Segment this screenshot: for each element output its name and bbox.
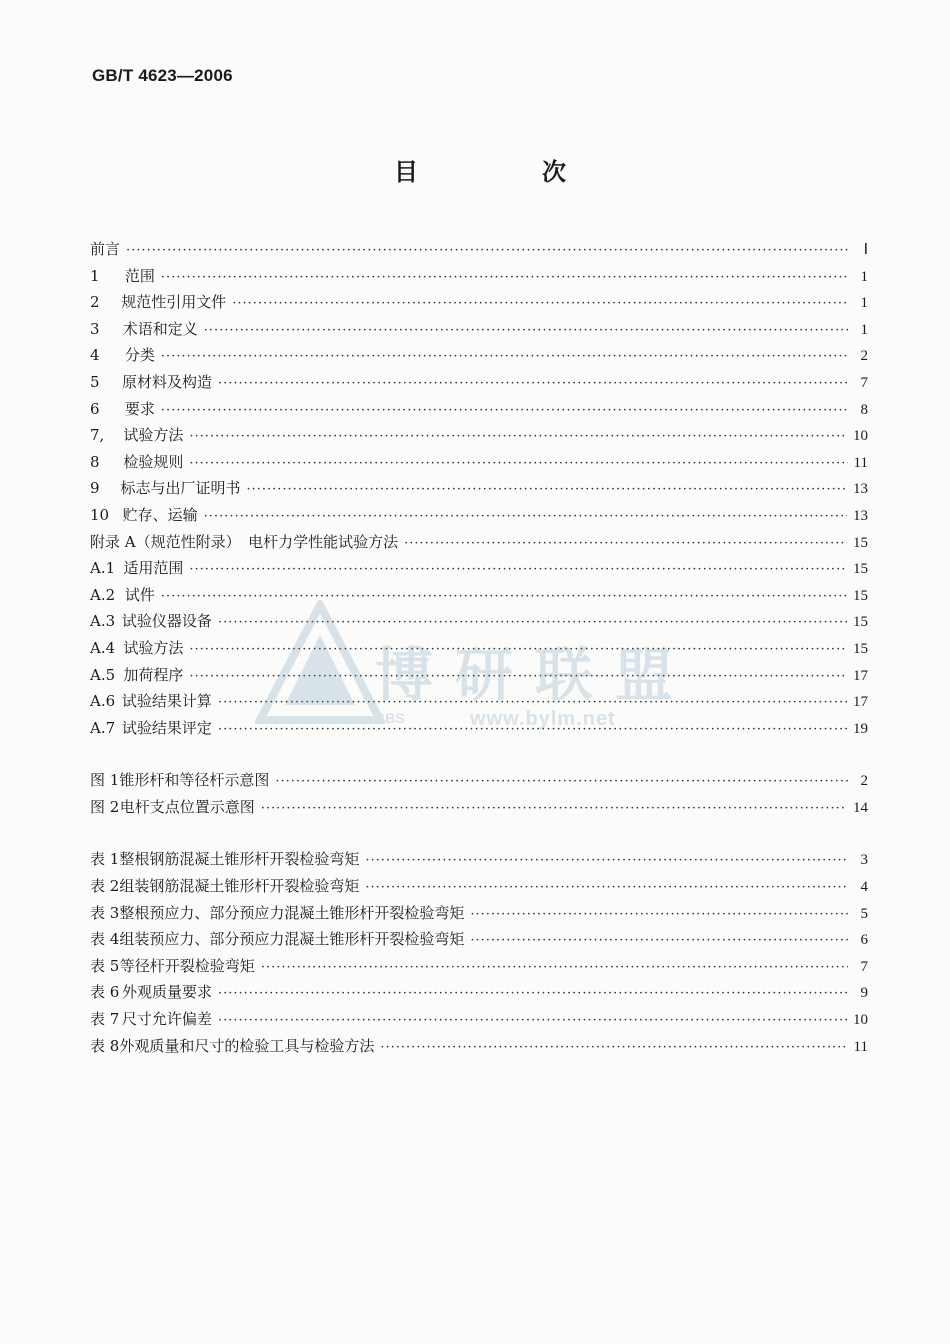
dot-leader	[404, 531, 847, 558]
toc-entry	[90, 316, 868, 343]
entry-label: 标志与出厂证明书	[120, 479, 241, 498]
entry-label: 试验方法	[123, 638, 184, 657]
entry-number: 表 5	[90, 956, 120, 975]
dot-leader	[261, 955, 848, 982]
entry-label: 检验规则	[123, 452, 184, 471]
dot-leader	[161, 584, 847, 611]
entry-page-number: 15	[853, 534, 868, 551]
dot-leader	[161, 398, 848, 425]
table-entry	[90, 873, 868, 900]
entry-label: 电杆支点位置示意图	[119, 797, 255, 816]
entry-label: 整根钢筋混凝土锥形杆开裂检验弯矩	[119, 850, 360, 869]
entry-number: 9	[90, 479, 100, 498]
entry-page-number: 8	[860, 401, 868, 418]
entry-page-number: 1	[860, 295, 868, 312]
toc-entry	[90, 582, 868, 609]
entry-label: 尺寸允许偏差	[121, 1010, 212, 1029]
entry-number: 3	[90, 319, 100, 338]
table-entry	[90, 979, 868, 1006]
entry-page-number: 1	[860, 268, 868, 285]
entry-number: 表 3	[90, 903, 120, 922]
entry-label: 锥形杆和等径杆示意图	[119, 771, 270, 790]
entry-page-number: 15	[853, 561, 868, 578]
entry-page-number: 10	[853, 1012, 868, 1029]
entry-page-number: 4	[860, 879, 868, 896]
toc-entry	[90, 688, 868, 715]
entry-number: 表 7	[90, 1010, 120, 1029]
dot-leader	[232, 291, 848, 318]
table-entry	[90, 926, 868, 953]
entry-number: 表 8	[90, 1036, 120, 1055]
entry-page-number: 2	[860, 773, 868, 790]
figure-entry	[90, 794, 868, 821]
entry-label: 组装预应力、部分预应力混凝土锥形杆开裂检验弯矩	[119, 930, 465, 949]
entry-number: A.2	[90, 585, 116, 604]
toc-entry	[90, 529, 868, 556]
dot-leader	[218, 371, 848, 398]
entry-number: 10	[90, 505, 110, 524]
entry-number: 4	[90, 346, 100, 365]
dot-leader	[218, 1008, 847, 1035]
toc-entry	[90, 555, 868, 582]
entry-label: 原材料及构造	[121, 372, 212, 391]
page-title: 目 次	[394, 158, 616, 186]
entry-number: 8	[90, 452, 100, 471]
entry-page-number: 5	[860, 905, 868, 922]
entry-number: 1	[90, 266, 100, 285]
dot-leader	[470, 928, 848, 955]
dot-leader	[189, 557, 847, 584]
entry-number: 表 2	[90, 877, 120, 896]
watermark-text: 博研联盟	[375, 641, 696, 709]
entry-number: A.7	[90, 718, 116, 737]
entry-page-number: 7	[860, 374, 868, 391]
entry-page-number: Ⅰ	[863, 242, 868, 258]
toc-entry	[90, 715, 868, 742]
toc-entry	[90, 236, 868, 263]
entry-page-number: 13	[853, 507, 868, 524]
dot-leader	[380, 1035, 847, 1062]
dot-leader	[189, 424, 847, 451]
dot-leader	[161, 344, 848, 371]
dot-leader	[218, 981, 848, 1008]
entry-label: 分类	[124, 346, 155, 365]
entry-label: 适用范围	[123, 559, 184, 578]
dot-leader	[218, 610, 847, 637]
dot-leader	[189, 637, 847, 664]
entry-page-number: 17	[853, 667, 868, 684]
entry-label: 外观质量和尺寸的检验工具与检验方法	[119, 1036, 375, 1055]
entry-label: 整根预应力、部分预应力混凝土锥形杆开裂检验弯矩	[119, 903, 465, 922]
entry-number: A.1	[90, 559, 116, 578]
entry-page-number: 9	[860, 985, 868, 1002]
entry-number: 5	[90, 372, 100, 391]
entry-label: 试验结果评定	[121, 718, 212, 737]
entry-label: 加荷程序	[123, 665, 184, 684]
entry-number: 图 1	[90, 771, 120, 790]
entry-number: 图 2	[90, 797, 120, 816]
entry-label: 等径杆开裂检验弯矩	[119, 956, 255, 975]
entry-number: A.5	[90, 665, 116, 684]
entry-page-number: 19	[853, 720, 868, 737]
entry-page-number: 6	[860, 932, 868, 949]
entry-page-number: 1	[860, 321, 868, 338]
entry-number: 2	[90, 293, 100, 312]
table-entry	[90, 953, 868, 980]
table-entry	[90, 846, 868, 873]
dot-leader	[261, 796, 847, 823]
entry-label: 要求	[124, 399, 155, 418]
entry-page-number: 14	[853, 799, 868, 816]
entry-page-number: 10	[853, 428, 868, 445]
entry-number: A.4	[90, 638, 116, 657]
dot-leader	[246, 477, 847, 504]
entry-number: 表 6	[90, 983, 120, 1002]
entry-label: 外观质量要求	[121, 983, 212, 1002]
entry-label: 附录 A（规范性附录） 电杆力学性能试验方法	[90, 532, 399, 551]
entry-page-number: 7	[860, 958, 868, 975]
table-entry	[90, 900, 868, 927]
dot-leader	[218, 717, 847, 744]
entry-page-number: 15	[853, 587, 868, 604]
dot-leader	[204, 504, 847, 531]
dot-leader	[470, 902, 848, 929]
entry-label: 贮存、运输	[122, 505, 198, 524]
toc-entry	[90, 635, 868, 662]
entry-label: 试件	[124, 585, 155, 604]
dot-leader	[365, 848, 848, 875]
entry-label: 试验方法	[123, 426, 184, 445]
figure-entry	[90, 767, 868, 794]
dot-leader	[204, 318, 848, 345]
toc-entry	[90, 662, 868, 689]
toc-entry	[90, 396, 868, 423]
table-of-contents	[90, 236, 868, 1059]
table-entry	[90, 1006, 868, 1033]
entry-label: 试验结果计算	[121, 692, 212, 711]
entry-page-number: 17	[853, 694, 868, 711]
entry-number: 表 4	[90, 930, 120, 949]
toc-entry	[90, 422, 868, 449]
dot-leader	[365, 875, 848, 902]
entry-number: 7,	[90, 426, 105, 445]
toc-entry	[90, 475, 868, 502]
toc-entry	[90, 502, 868, 529]
toc-entry	[90, 369, 868, 396]
entry-page-number: 11	[853, 1038, 868, 1055]
watermark-url: www.bylm.net	[470, 708, 616, 730]
entry-label: 术语和定义	[122, 319, 198, 338]
toc-entry	[90, 289, 868, 316]
dot-leader	[161, 265, 848, 292]
dot-leader	[275, 769, 848, 796]
entry-page-number: 2	[860, 348, 868, 365]
entry-label: 范围	[124, 266, 155, 285]
entry-label: 组装钢筋混凝土锥形杆开裂检验弯矩	[119, 877, 360, 896]
toc-entry	[90, 449, 868, 476]
entry-label: 试验仪器设备	[121, 612, 212, 631]
entry-label: 规范性引用文件	[121, 293, 227, 312]
entry-page-number: 15	[853, 640, 868, 657]
dot-leader	[189, 451, 847, 478]
entry-number: A.3	[90, 612, 116, 631]
entry-label: 前言	[90, 240, 121, 258]
toc-entry	[90, 342, 868, 369]
dot-leader	[218, 690, 847, 717]
table-entry	[90, 1033, 868, 1060]
toc-entry	[90, 263, 868, 290]
watermark-bbs: BBS	[375, 710, 405, 726]
entry-number: A.6	[90, 692, 116, 711]
entry-number: 表 1	[90, 850, 120, 869]
entry-page-number: 13	[853, 481, 868, 498]
standard-code: GB/T 4623—2006	[92, 66, 233, 85]
dot-leader	[126, 238, 848, 265]
dot-leader	[189, 664, 847, 691]
entry-page-number: 3	[860, 852, 868, 869]
entry-page-number: 15	[853, 614, 868, 631]
entry-number: 6	[90, 399, 100, 418]
entry-page-number: 11	[853, 454, 868, 471]
toc-entry	[90, 608, 868, 635]
